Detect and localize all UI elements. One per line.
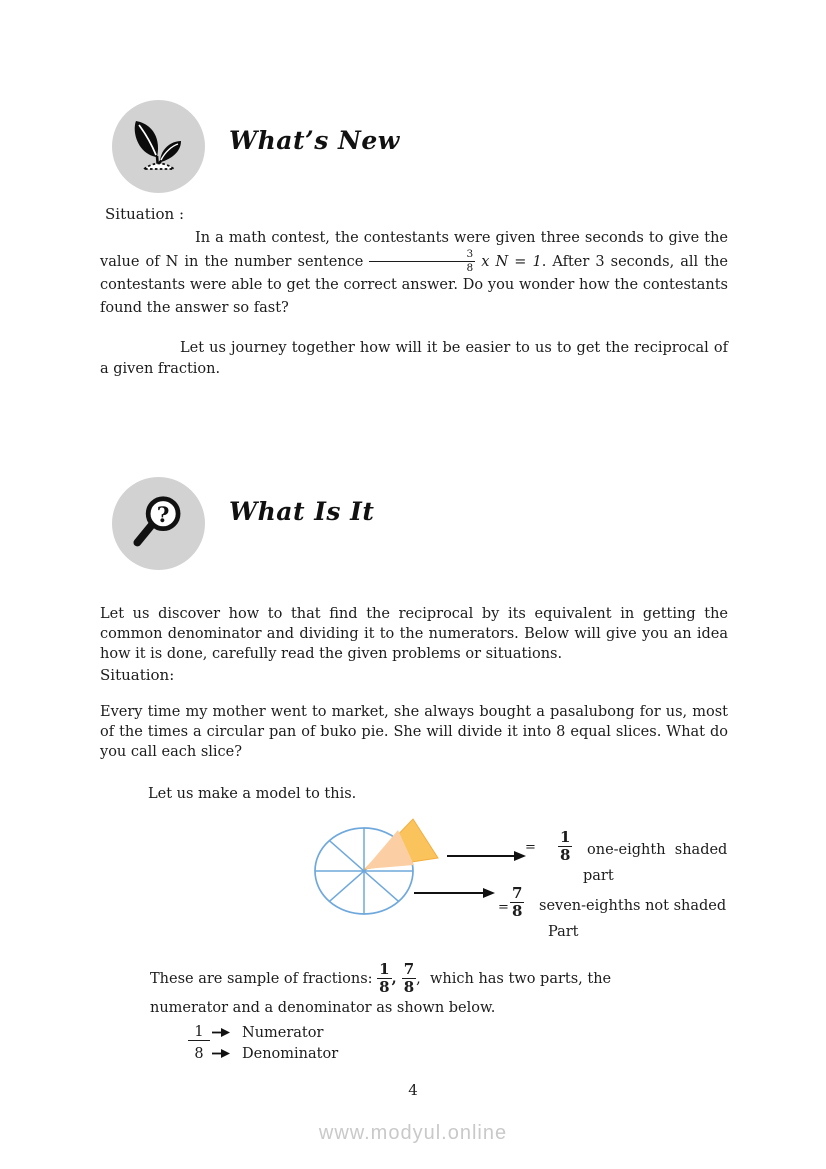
situation-label-1: Situation : xyxy=(105,205,185,223)
fraction-3-8: $\frac{3}{8}$ xyxy=(369,249,475,273)
denominator-row xyxy=(188,1041,338,1062)
numerator-row xyxy=(188,1020,338,1041)
page-number: 4 xyxy=(408,1081,418,1099)
shaded-label-line2: part xyxy=(583,868,614,884)
equals-unshaded: = xyxy=(498,900,509,915)
numerator-value: 1 xyxy=(188,1024,210,1041)
what-is-it-paragraph-1: Let us discover how to that find the reciprocal by its equivalent in getting the common denominator and dividing it to the numerators. Below will give you an idea how it is done, carefully read the given problems or situations. xyxy=(100,606,728,662)
pie-chart-8-slices xyxy=(310,813,450,925)
whats-new-header xyxy=(112,100,400,193)
unshaded-label-line1: seven-eighths not shaded xyxy=(539,898,727,914)
shaded-label-line1: one-eighth shaded xyxy=(587,842,728,858)
what-is-it-paragraph-2: Every time my mother went to market, she always bought a pasalubong for us, most of the times a circular pan of buko pie. She will divide it into 8 equal slices. What do you call each slice? xyxy=(100,704,728,760)
unshaded-label-line2: Part xyxy=(548,924,579,940)
whats-new-title: What’s New xyxy=(229,126,400,155)
samples-after: , which has two parts, the xyxy=(416,970,612,987)
samples-before: These are sample of fractions: xyxy=(150,970,378,987)
model-intro: Let us make a model to this. xyxy=(148,786,357,802)
denominator-label: Denominator xyxy=(242,1046,339,1062)
arrow-shaded xyxy=(447,850,527,862)
sample-fraction-7-8: $\frac{7}{8}$ xyxy=(403,960,415,996)
what-is-it-header xyxy=(112,477,374,570)
website-footer: www.modyul.online xyxy=(318,1122,508,1144)
svg-text:?: ? xyxy=(156,502,169,528)
equals-shaded: = xyxy=(525,840,536,855)
samples-separator: , xyxy=(391,970,402,987)
para1-before-math: In a math contest, the contestants were given three seconds to give the value of N in the number sentence xyxy=(100,230,728,270)
denominator-arrow-icon xyxy=(212,1049,230,1058)
fraction-1-8: $\frac{1}{8}$ xyxy=(560,828,571,864)
magnifier-question-icon xyxy=(112,477,205,570)
math-expression: x N = 1 xyxy=(481,254,542,270)
whats-new-paragraph-1 xyxy=(100,227,728,320)
samples-sentence-line1 xyxy=(150,962,611,995)
seedling-icon xyxy=(112,100,205,193)
numerator-arrow-icon xyxy=(212,1028,230,1037)
fraction-parts-diagram xyxy=(188,1020,338,1062)
arrow-unshaded xyxy=(414,887,496,899)
what-is-it-title: What Is It xyxy=(229,497,375,526)
situation-label-2: Situation: xyxy=(100,666,175,684)
fraction-7-8: $\frac{7}{8}$ xyxy=(512,884,523,920)
whats-new-paragraph-2: Let us journey together how will it be easier to us to get the reciprocal of a given fraction. xyxy=(100,340,728,377)
sample-fraction-1-8: $\frac{1}{8}$ xyxy=(379,960,390,996)
para1-after-math: . After 3 seconds, all the contestants were able to get the correct answer. Do you wonder how the contestants found the answer so fast? xyxy=(100,254,729,316)
denominator-value: 8 xyxy=(194,1046,204,1062)
samples-sentence-line2: numerator and a denominator as shown below. xyxy=(150,1000,496,1016)
numerator-label: Numerator xyxy=(242,1025,324,1041)
